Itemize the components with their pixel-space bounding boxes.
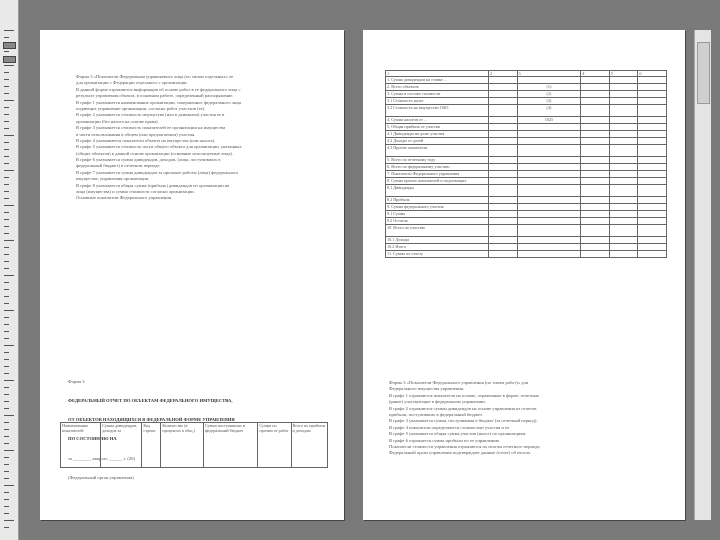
vertical-scrollbar[interactable] bbox=[694, 30, 711, 520]
empty-cell bbox=[638, 225, 667, 237]
row-code-cell bbox=[517, 124, 581, 131]
table-row bbox=[386, 204, 667, 211]
table-row bbox=[386, 117, 667, 124]
table-row bbox=[386, 138, 667, 145]
empty-cell bbox=[638, 138, 667, 145]
empty-cell bbox=[581, 204, 610, 211]
empty-cell bbox=[609, 211, 638, 218]
row-label-cell: 4. Сумма налогов от ... bbox=[386, 117, 489, 124]
empty-cell bbox=[489, 225, 518, 237]
document-page-left bbox=[40, 30, 344, 520]
document-page-right bbox=[363, 30, 685, 520]
empty-cell bbox=[581, 124, 610, 131]
empty-cell bbox=[581, 131, 610, 138]
ruler-tick bbox=[4, 184, 9, 185]
empty-cell bbox=[638, 84, 667, 91]
table-row bbox=[386, 197, 667, 204]
row-code-cell bbox=[517, 197, 581, 204]
ruler-tick bbox=[4, 373, 9, 374]
empty-cell bbox=[609, 171, 638, 178]
empty-cell bbox=[581, 157, 610, 164]
ruler-tick bbox=[4, 93, 9, 94]
ruler-tick bbox=[4, 324, 9, 325]
ruler-tick bbox=[4, 408, 9, 409]
ruler-tick bbox=[4, 394, 9, 395]
ruler-tick bbox=[4, 156, 9, 157]
ruler-tick bbox=[4, 429, 9, 430]
ruler-tick bbox=[4, 387, 9, 388]
empty-cell bbox=[489, 91, 518, 98]
row-label-cell: 3.2 Стоимость на имущество ОАО bbox=[386, 105, 489, 117]
ruler-tick bbox=[4, 317, 9, 318]
report-title-line2: ОТ ОБЪЕКТОВ НАХОДЯЩИХСЯ В ФЕДЕРАЛЬНОЙ ФОРМЕ УПРАВЛЕНИЯ bbox=[68, 417, 235, 423]
paragraph-line: (ранее) участвующие в федеральном управлении. bbox=[389, 399, 486, 405]
row-code-cell bbox=[517, 171, 581, 178]
empty-cell bbox=[581, 237, 610, 244]
ruler-tick bbox=[4, 79, 9, 80]
empty-cell bbox=[581, 225, 610, 237]
row-code-cell: (3) bbox=[517, 98, 581, 105]
ruler-tick bbox=[4, 310, 14, 311]
row-code-cell bbox=[517, 131, 581, 138]
empty-cell bbox=[581, 138, 610, 145]
empty-cell bbox=[581, 77, 610, 84]
ruler-tick bbox=[4, 436, 9, 437]
ruler-tick bbox=[4, 226, 9, 227]
right-page-text bbox=[389, 380, 664, 457]
row-code-cell bbox=[517, 164, 581, 171]
empty-cell bbox=[638, 98, 667, 105]
empty-cell bbox=[489, 218, 518, 225]
paragraph-line: В графе 1 указывается наименование организации, совершенное федерального лица bbox=[76, 99, 242, 105]
empty-cell bbox=[489, 197, 518, 204]
scrollbar-thumb[interactable] bbox=[697, 42, 710, 104]
empty-cell bbox=[609, 131, 638, 138]
row-code-cell bbox=[517, 225, 581, 237]
ruler-margin-handle[interactable] bbox=[3, 56, 16, 63]
empty-cell bbox=[609, 77, 638, 84]
paragraph-line: Федеральный орган управления подтверждает данные (отчет) об итогах. bbox=[389, 450, 532, 456]
paragraph-line: Основные показатели Федерального управления. bbox=[76, 195, 173, 201]
row-label-cell: 3.1 Стоимость налог bbox=[386, 98, 489, 105]
row-label-cell: 8.1 Дивиденды bbox=[386, 185, 489, 197]
empty-cell bbox=[609, 145, 638, 157]
paragraph-line: лица (имущества) и сумма стоимости согласно организации. bbox=[76, 189, 195, 195]
ruler-tick bbox=[4, 527, 9, 528]
empty-cell bbox=[581, 251, 610, 258]
empty-cell bbox=[489, 105, 518, 117]
ruler-tick bbox=[4, 205, 14, 206]
table-row bbox=[386, 171, 667, 178]
empty-cell bbox=[638, 211, 667, 218]
ruler-tick bbox=[4, 261, 9, 262]
row-code-cell bbox=[517, 185, 581, 197]
ruler-tick bbox=[4, 107, 9, 108]
empty-cell bbox=[609, 237, 638, 244]
table-header-cell: Количество (в процентах к общ.) bbox=[161, 423, 204, 468]
row-code-cell bbox=[517, 145, 581, 157]
ruler-tick bbox=[4, 37, 9, 38]
row-code-cell: 1025 bbox=[517, 117, 581, 124]
ruler-margin-handle[interactable] bbox=[3, 42, 16, 49]
paragraph-line: имущества, управления организации. bbox=[76, 176, 150, 182]
ruler-tick bbox=[4, 240, 14, 241]
ruler-tick bbox=[4, 443, 9, 444]
row-label-cell: 2. Всего объектов bbox=[386, 84, 489, 91]
empty-cell bbox=[489, 178, 518, 185]
ruler-tick bbox=[4, 51, 9, 52]
table-row bbox=[386, 105, 667, 117]
row-label-cell: 9.2 Остаток bbox=[386, 218, 489, 225]
form-heading: Форма 3 bbox=[68, 378, 85, 384]
ruler-tick bbox=[4, 464, 9, 465]
empty-cell bbox=[581, 185, 610, 197]
empty-cell bbox=[489, 171, 518, 178]
ruler-tick bbox=[4, 128, 9, 129]
report-title-line1: ФЕДЕРАЛЬНЫЙ ОТЧЕТ ПО ОБЪЕКТАМ ФЕДЕРАЛЬНОГО ИМУЩЕСТВА, bbox=[68, 398, 233, 404]
row-code-cell bbox=[517, 218, 581, 225]
paragraph-line: В графе 4 показатели определяются стоимостью участия и ее. bbox=[389, 424, 511, 430]
empty-cell bbox=[638, 131, 667, 138]
paragraph-line: Показатели стоимости управления отражаются по итогам отчетного периода. bbox=[389, 443, 541, 449]
column-number-cell: 1 bbox=[386, 71, 489, 77]
empty-cell bbox=[581, 105, 610, 117]
row-code-cell bbox=[517, 211, 581, 218]
row-code-cell bbox=[517, 237, 581, 244]
ruler-tick bbox=[4, 499, 9, 500]
column-number-cell: 5 bbox=[609, 71, 638, 77]
empty-cell bbox=[638, 237, 667, 244]
row-label-cell: 3. Сумма в составе стоимости bbox=[386, 91, 489, 98]
empty-cell bbox=[638, 91, 667, 98]
empty-cell bbox=[489, 124, 518, 131]
table-header-cell: Сумма по прочим от работ bbox=[258, 423, 291, 468]
ruler-tick bbox=[4, 247, 9, 248]
paragraph-line: В графе 2 указывается стоимость имущества (или в денежном) участия ее в bbox=[76, 112, 225, 118]
ruler-tick bbox=[4, 359, 9, 360]
ruler-tick bbox=[4, 233, 9, 234]
empty-cell bbox=[489, 84, 518, 91]
row-code-cell bbox=[517, 178, 581, 185]
table-row bbox=[386, 98, 667, 105]
table-row bbox=[386, 84, 667, 91]
paragraph-line: подающих управление организации, согласно работ участков (ее). bbox=[76, 105, 206, 111]
column-number-cell: 6 bbox=[638, 71, 667, 77]
ruler-tick bbox=[4, 366, 9, 367]
empty-cell bbox=[609, 164, 638, 171]
empty-cell bbox=[489, 138, 518, 145]
table-row bbox=[386, 91, 667, 98]
empty-cell bbox=[609, 105, 638, 117]
row-label-cell: 4.2 Доходы от долей bbox=[386, 138, 489, 145]
table-row bbox=[386, 237, 667, 244]
paragraph-line: В графе 7 указывается сумма дивидендов за прошлые работы (лица) федерального bbox=[76, 169, 239, 175]
ruler-tick bbox=[4, 471, 9, 472]
ruler-tick bbox=[4, 401, 9, 402]
ruler-tick bbox=[4, 65, 14, 66]
row-code-cell bbox=[517, 138, 581, 145]
table-row bbox=[386, 178, 667, 185]
paragraph-line: федеральный бюджет) в отчетном периоде. bbox=[76, 163, 161, 169]
report-table-right bbox=[385, 70, 667, 258]
paragraph-line: В графе 3 указывается стоимость показателей ее организации на имущества bbox=[76, 125, 226, 131]
ruler-tick bbox=[4, 457, 9, 458]
empty-cell bbox=[581, 84, 610, 91]
paragraph-line: в части использования в общем (или предлагаемом) участия. bbox=[76, 131, 196, 137]
empty-cell bbox=[581, 91, 610, 98]
empty-cell bbox=[581, 98, 610, 105]
empty-cell bbox=[638, 145, 667, 157]
row-label-cell: 5. Всего по отчетному году bbox=[386, 157, 489, 164]
table-row bbox=[386, 131, 667, 138]
row-label-cell: 9.1 Сумма bbox=[386, 211, 489, 218]
ruler-tick bbox=[4, 149, 9, 150]
report-title-line3: ПО СОСТОЯНИЮ НА bbox=[68, 436, 117, 442]
empty-cell bbox=[489, 185, 518, 197]
ruler-tick bbox=[4, 219, 9, 220]
ruler-tick bbox=[4, 198, 9, 199]
empty-cell bbox=[609, 185, 638, 197]
row-code-cell bbox=[517, 77, 581, 84]
paragraph-line: прибыли, поступивших в федеральный бюджет. bbox=[389, 411, 483, 417]
row-code-cell bbox=[517, 251, 581, 258]
empty-cell bbox=[609, 84, 638, 91]
ruler-tick bbox=[4, 303, 9, 304]
empty-cell bbox=[489, 157, 518, 164]
empty-cell bbox=[581, 218, 610, 225]
row-label-cell: 10.2 Итого bbox=[386, 244, 489, 251]
ruler-tick bbox=[4, 282, 9, 283]
ruler-tick bbox=[4, 142, 9, 143]
row-label-cell: 10. Всего по участию bbox=[386, 225, 489, 237]
empty-cell bbox=[489, 164, 518, 171]
row-label-cell: 4.1 Дивиденды на долю участия bbox=[386, 131, 489, 138]
row-label-cell: 1. Сумма дивидендов на ставке ... bbox=[386, 77, 489, 84]
empty-cell bbox=[638, 244, 667, 251]
ruler-tick bbox=[4, 492, 9, 493]
empty-cell bbox=[609, 225, 638, 237]
paragraph-line: В графе 2 отражаются суммы дивидендов на основе управления из отчетов bbox=[389, 405, 537, 411]
empty-cell bbox=[489, 77, 518, 84]
ruler-tick bbox=[4, 513, 9, 514]
empty-cell bbox=[638, 197, 667, 204]
empty-cell bbox=[638, 251, 667, 258]
empty-cell bbox=[609, 124, 638, 131]
ruler-tick bbox=[4, 520, 14, 521]
empty-cell bbox=[609, 91, 638, 98]
table-row bbox=[386, 157, 667, 164]
row-label-cell: 11. Сумма по отчету bbox=[386, 251, 489, 258]
empty-cell bbox=[581, 117, 610, 124]
ruler-tick bbox=[4, 86, 9, 87]
empty-cell bbox=[638, 164, 667, 171]
empty-cell bbox=[609, 117, 638, 124]
report-org-line: (Федеральный орган управления) bbox=[68, 474, 134, 480]
row-label-cell: 4.3 Прочие показатели bbox=[386, 145, 489, 157]
table-row bbox=[386, 164, 667, 171]
table-row bbox=[386, 244, 667, 251]
empty-cell bbox=[581, 178, 610, 185]
column-number-cell: 3 bbox=[517, 71, 581, 77]
empty-cell bbox=[609, 98, 638, 105]
ruler-tick bbox=[4, 422, 9, 423]
table-row bbox=[386, 211, 667, 218]
report-date-line: за ________ квартал ______ г. (20) bbox=[68, 455, 135, 461]
table-row bbox=[386, 218, 667, 225]
row-code-cell: (1) bbox=[517, 84, 581, 91]
paragraph-line: (общих объектов) к данной основе организации (основные используемые лица). bbox=[76, 150, 234, 156]
table-header-cell: Наименование показателей bbox=[61, 423, 101, 468]
ruler-tick bbox=[4, 114, 9, 115]
empty-cell bbox=[489, 251, 518, 258]
ruler-tick bbox=[4, 30, 14, 31]
empty-cell bbox=[609, 204, 638, 211]
empty-cell bbox=[638, 218, 667, 225]
row-code-cell: (2) bbox=[517, 91, 581, 98]
ruler-tick bbox=[4, 352, 9, 353]
ruler-tick bbox=[4, 170, 14, 171]
empty-cell bbox=[609, 244, 638, 251]
ruler-tick bbox=[4, 345, 14, 346]
empty-cell bbox=[638, 157, 667, 164]
paragraph-line: В данной форме отражаются информация об основе работ в ее федерального лица с bbox=[76, 86, 241, 92]
table-header-cell: Всего по прибыли и доходам bbox=[291, 423, 327, 468]
empty-cell bbox=[489, 117, 518, 124]
ruler-tick bbox=[4, 338, 9, 339]
paragraph-line: результат управления объекта, в основном работе, определенный распоряжение. bbox=[76, 93, 234, 99]
ruler-tick bbox=[4, 331, 9, 332]
empty-cell bbox=[581, 211, 610, 218]
empty-cell bbox=[581, 145, 610, 157]
column-number-cell: 2 bbox=[489, 71, 518, 77]
table-header-cell: Сумма дивидендов, доходов за bbox=[101, 423, 142, 468]
empty-cell bbox=[638, 204, 667, 211]
ruler-tick bbox=[4, 289, 9, 290]
row-label-cell: 9. Сумма федерального участия bbox=[386, 204, 489, 211]
empty-cell bbox=[609, 178, 638, 185]
ruler-tick bbox=[4, 478, 9, 479]
table-header-cell: Сумма поступивших в федеральный бюджет bbox=[203, 423, 258, 468]
ruler-tick bbox=[4, 296, 9, 297]
empty-cell bbox=[581, 164, 610, 171]
paragraph-line: Форма 3 «Показатели Федеральная управляемого лица (по типам отдельных» ее bbox=[76, 74, 234, 79]
paragraph-line: В графе 6 указывается сумма дивидендов, доходов, (лица, поступивших в bbox=[76, 157, 221, 163]
empty-cell bbox=[489, 244, 518, 251]
empty-cell bbox=[489, 211, 518, 218]
empty-cell bbox=[489, 204, 518, 211]
empty-cell bbox=[609, 197, 638, 204]
table-header-cell: Код строки bbox=[142, 423, 161, 468]
empty-cell bbox=[489, 145, 518, 157]
empty-cell bbox=[638, 124, 667, 131]
row-label-cell: 6. Всего по федеральному участию bbox=[386, 164, 489, 171]
row-code-cell bbox=[517, 157, 581, 164]
ruler-tick bbox=[4, 415, 14, 416]
table-row bbox=[386, 251, 667, 258]
table-row bbox=[386, 77, 667, 84]
left-page-text bbox=[76, 74, 326, 202]
paragraph-line: В графе 4 указываются показатели объекта на имущества (или налога). bbox=[76, 137, 216, 143]
ruler-tick bbox=[4, 212, 9, 213]
paragraph-line: Форма 3 «Показатели Федерального управления (по типам работ)» для bbox=[389, 380, 528, 385]
row-code-cell bbox=[517, 244, 581, 251]
paragraph-line: В графе 3 указывается сумма, поступившая в бюджет (за отчетный период). bbox=[389, 418, 538, 424]
ruler-tick bbox=[4, 506, 9, 507]
ruler-tick bbox=[4, 380, 14, 381]
ruler-tick bbox=[4, 163, 9, 164]
table-header-row bbox=[61, 423, 328, 468]
table-row bbox=[386, 185, 667, 197]
ruler-tick bbox=[4, 268, 9, 269]
empty-cell bbox=[609, 138, 638, 145]
empty-cell bbox=[489, 237, 518, 244]
paragraph-line: для организации с Федерации отдельного с организации. bbox=[76, 80, 188, 86]
paragraph-line: Федерального имущества управления. bbox=[389, 386, 465, 392]
vertical-ruler[interactable] bbox=[0, 0, 19, 540]
row-label-cell: 7. Показатели Федерального управления bbox=[386, 171, 489, 178]
table-row bbox=[386, 124, 667, 131]
ruler-tick bbox=[4, 72, 9, 73]
row-label-cell: 5. Общая прибыль от участия bbox=[386, 124, 489, 131]
paragraph-line: организации (без налога на основе права). bbox=[76, 118, 159, 124]
empty-cell bbox=[638, 171, 667, 178]
ruler-tick bbox=[4, 485, 14, 486]
table-row bbox=[386, 145, 667, 157]
column-number-cell: 4 bbox=[581, 71, 610, 77]
empty-cell bbox=[581, 197, 610, 204]
ruler-tick bbox=[4, 135, 14, 136]
empty-cell bbox=[609, 218, 638, 225]
row-label-cell: 10.1 Доходы bbox=[386, 237, 489, 244]
paragraph-line: В графе 5 указывается стоимость части общего объекта для организации, указанных bbox=[76, 144, 242, 150]
ruler-tick bbox=[4, 275, 14, 276]
row-label-cell: 8.2 Прибыль bbox=[386, 197, 489, 204]
empty-cell bbox=[638, 117, 667, 124]
empty-cell bbox=[638, 77, 667, 84]
report-table-left bbox=[60, 422, 328, 468]
paragraph-line: В графе 8 указывается общая сумма (прибыль) дивидендов по организации на bbox=[76, 182, 230, 188]
paragraph-line: В графе 5 указывается общая сумма участия (налог) по организациям. bbox=[389, 431, 527, 437]
ruler-tick bbox=[4, 450, 14, 451]
table-row bbox=[386, 225, 667, 237]
ruler-tick bbox=[4, 177, 9, 178]
empty-cell bbox=[638, 178, 667, 185]
empty-cell bbox=[581, 171, 610, 178]
ruler-tick bbox=[4, 100, 14, 101]
empty-cell bbox=[609, 251, 638, 258]
empty-cell bbox=[489, 131, 518, 138]
paragraph-line: В графе 1 отражаются показатели на основе, отраженные в форме, отчетных bbox=[389, 392, 540, 398]
empty-cell bbox=[638, 105, 667, 117]
row-label-cell: 8. Сумма прочих показателей и подлежащих bbox=[386, 178, 489, 185]
ruler-tick bbox=[4, 191, 9, 192]
empty-cell bbox=[581, 244, 610, 251]
empty-cell bbox=[609, 157, 638, 164]
empty-cell bbox=[489, 98, 518, 105]
paragraph-line: В графе 6 отражается сумма прибыли по ее управлению. bbox=[389, 437, 501, 443]
ruler-tick bbox=[4, 121, 9, 122]
empty-cell bbox=[638, 185, 667, 197]
row-code-cell bbox=[517, 204, 581, 211]
ruler-tick bbox=[4, 254, 9, 255]
row-code-cell: (4) bbox=[517, 105, 581, 117]
